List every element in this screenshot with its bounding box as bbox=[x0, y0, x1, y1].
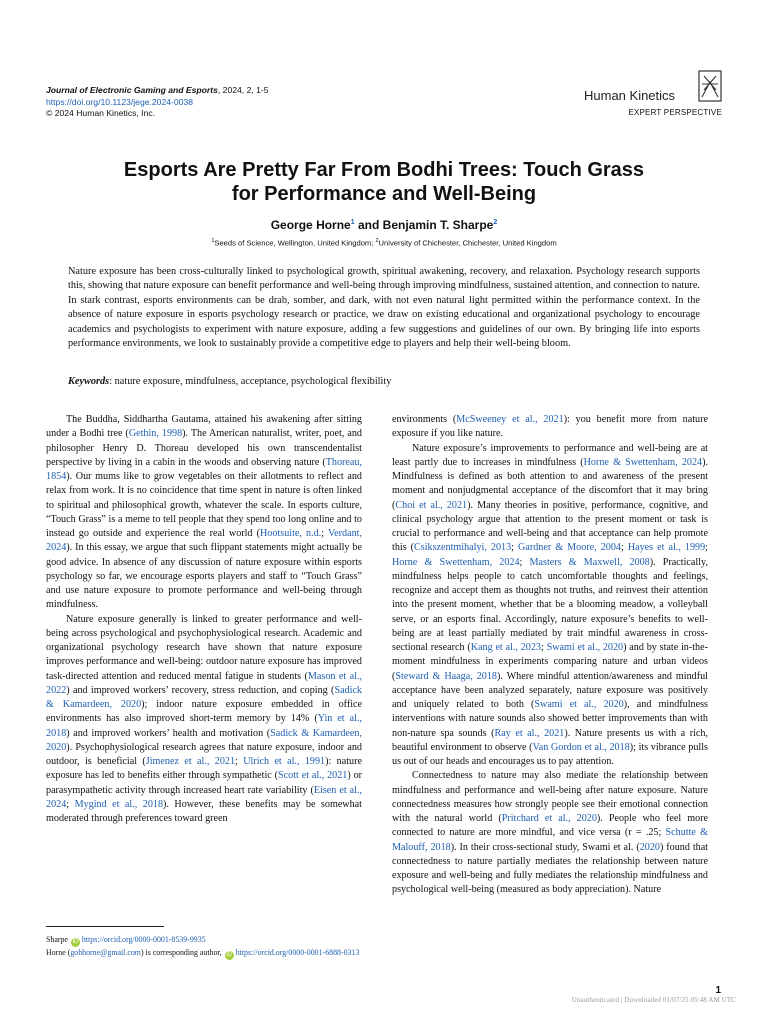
citation-link[interactable]: Mygind et al., 2018 bbox=[74, 798, 164, 810]
citation-link[interactable]: Thoreau, 1854 bbox=[46, 456, 362, 482]
publisher-block bbox=[562, 70, 722, 120]
affiliation-text: Seeds of Science, Wellington, United Kingdom; bbox=[214, 238, 376, 248]
affiliation-marker[interactable]: 1 bbox=[350, 219, 355, 226]
title-line: for Performance and Well-Being bbox=[231, 183, 537, 205]
citation-link[interactable]: Jimenez et al., 2021 bbox=[145, 756, 236, 767]
footnote-author: Sharpe bbox=[46, 935, 68, 944]
journal-header bbox=[46, 85, 269, 120]
affiliation-number: 2 bbox=[375, 238, 379, 244]
keywords-label: Keywords bbox=[68, 376, 110, 387]
citation-link[interactable]: Gardner & Moore, 2004 bbox=[518, 542, 621, 554]
affiliation-text: University of Chichester, Chichester, United Kingdom bbox=[378, 238, 557, 248]
journal-name: Journal of Electronic Gaming and Esports bbox=[46, 85, 218, 95]
citation-link[interactable]: Hootsuite, n.d. bbox=[260, 528, 322, 539]
article-type: EXPERT PERSPECTIVE bbox=[628, 108, 722, 117]
body-paragraph: Connectedness to nature may also mediate the relationship between mindfulness and performance and well-being after nature exposure. Nature connectedness measures how strongly people see their emotional connection with the natural world (Pritchard et al., 2020). People who feel more connected to nature are more mindful, and vice versa (r = .25; Schutte & Malouff, 2018). In their cross-sectional study, Swami et al. (2020) found that connectedness to nature partially mediates the relationship between nature exposure and well-being and fully mediates the relationship mindfulness and psychological well-being (measured as body appreciation). Nature bbox=[392, 770, 708, 896]
article-title bbox=[60, 158, 708, 206]
citation-link[interactable]: Hayes et al., 1999 bbox=[627, 542, 706, 554]
citation-link[interactable]: Pritchard et al., 2020 bbox=[501, 813, 597, 824]
orcid-link[interactable]: https://orcid.org/0000-0001-8539-9935 bbox=[81, 935, 206, 944]
citation-link[interactable]: Gethin, 1998 bbox=[128, 428, 183, 440]
footnote bbox=[46, 934, 378, 960]
footnote-divider bbox=[46, 926, 164, 927]
citation-link[interactable]: Ray et al., 2021 bbox=[494, 727, 565, 739]
citation-link[interactable]: Kang et al., 2023 bbox=[470, 642, 541, 653]
citation-link[interactable]: Sadick & Kamardeen, 2020 bbox=[46, 684, 362, 710]
citation-link[interactable]: Scott et al., 2021 bbox=[278, 770, 348, 782]
abstract: Nature exposure has been cross-culturally linked to psychological growth, spiritual awakening, recovery, and relaxation. Psychology research supports this, showing that nature exposure can benefit performance and well-being through improving mindfulness, sustained attention, and connection to nature. In stark contrast, esports environments can be drab, somber, and dark, with not even natural light permitted within the performance context. In the absence of nature exposure in esports psychology research or practice, we draw on existing educational and organizational psychology to encourage academics and psychologists to experiment with nature exposure, adding a few suggestions and guidelines of our own. By bringing life into esports performance environments, we look to sustainably provide a competitive edge to players and help their well-being bloom. bbox=[68, 266, 700, 350]
orcid-icon: iD bbox=[72, 939, 79, 945]
citation-link[interactable]: Horne & Swettenham, 2024 bbox=[392, 556, 520, 568]
publisher-name: Human Kinetics bbox=[584, 88, 676, 103]
citation-link[interactable]: Swami et al., 2020 bbox=[534, 699, 624, 710]
human-kinetics-logo-icon bbox=[698, 70, 722, 102]
title-line: Esports Are Pretty Far From Bodhi Trees: Touch Grass bbox=[123, 159, 645, 181]
citation-link[interactable]: Mason et al., 2022 bbox=[46, 670, 362, 696]
orcid-link[interactable]: https://orcid.org/0000-0001-6888-0313 bbox=[235, 948, 360, 957]
citation-link[interactable]: Van Gordon et al., 2018 bbox=[532, 741, 630, 753]
affiliations bbox=[60, 238, 708, 248]
author-name: George Horne bbox=[270, 218, 351, 232]
footnote-text: Horne ( bbox=[46, 948, 71, 957]
citation-link[interactable]: Yin et al., 2018 bbox=[46, 713, 362, 739]
citation-link[interactable]: 2020 bbox=[639, 841, 660, 853]
citation-link[interactable]: Eisen et al., 2024 bbox=[46, 784, 362, 810]
citation-link[interactable]: Csikszentmihalyi, 2013 bbox=[414, 542, 512, 554]
copyright: © 2024 Human Kinetics, Inc. bbox=[46, 108, 156, 118]
citation-link[interactable]: Swami et al., 2020 bbox=[546, 642, 624, 653]
doi-link[interactable]: https://doi.org/10.1123/jege.2024-0038 bbox=[46, 96, 194, 107]
download-stamp: Unauthenticated | Downloaded 01/07/25 05:48 AM UTC bbox=[571, 996, 736, 1004]
author-name: Benjamin T. Sharpe bbox=[382, 218, 494, 232]
body-paragraph: Nature exposure’s improvements to performance and well-being are at least partly due to increases in mindfulness (Horne & Swettenham, 2024). Mindfulness is defined as both attention to and awareness of the present moment and nonjudgmental acceptance of the discomfort that it may bring (Choi et al., 2021). Many theories in positive, performance, cognitive, and clinical psychology argue that attention to the present moment or task is crucial to performance and well-being and that acceptance can help promote this (Csikszentmihalyi, 2013; Gardner & Moore, 2004; Hayes et al., 1999; Horne & Swettenham, 2024; Masters & Maxwell, 2008). Practically, mindfulness helps people to catch uncomfortable thoughts and feelings, recognize and accept them as thoughts not truths, and reinvest their attention into the present moment, whether that be a blooming meadow, a volleyball serve, or an esports final. Accordingly, nature exposure’s benefits to well-being are at least partially mediated by trait mindful awareness in cross-sectional research (Kang et al., 2023; Swami et al., 2020) and by state in-the-moment mindfulness in experiments comparing nature and urban videos (Steward & Haaga, 2018). Where mindful attention/awareness and mindful acceptance have been analyzed separately, nature exposure was positively and uniquely related to both (Swami et al., 2020), and mindfulness interventions with nature sounds also showed better improvements than with non-nature spa sounds (Ray et al., 2021). Nature presents us with a rich, beautiful environment to observe (Van Gordon et al., 2018); its vibrance pulls us out of our heads and encourages us to pay attention. bbox=[392, 442, 708, 767]
citation-link[interactable]: Schutte & Malouff, 2018 bbox=[392, 827, 708, 853]
citation-link[interactable]: Steward & Haaga, 2018 bbox=[395, 670, 497, 682]
left-column bbox=[46, 413, 362, 826]
right-column bbox=[392, 413, 708, 898]
author-separator: and bbox=[354, 218, 383, 232]
citation-link[interactable]: Ulrich et al., 1991 bbox=[243, 756, 326, 767]
citation-link[interactable]: Masters & Maxwell, 2008 bbox=[529, 556, 650, 568]
citation-link[interactable]: Verdant, 2024 bbox=[46, 528, 362, 554]
affiliation-marker[interactable]: 2 bbox=[493, 219, 498, 226]
email-link[interactable]: gohhorne@gmail.com bbox=[70, 948, 141, 957]
page-number: 1 bbox=[715, 985, 721, 996]
citation-link[interactable]: Sadick & Kamardeen, 2020 bbox=[46, 727, 362, 753]
citation-link[interactable]: McSweeney et al., 2021 bbox=[456, 414, 564, 425]
body-paragraph: environments (McSweeney et al., 2021): you benefit more from nature exposure if you like nature. bbox=[392, 414, 708, 440]
journal-citation: , 2024, 2, 1-5 bbox=[217, 85, 269, 95]
citation-link[interactable]: Choi et al., 2021 bbox=[395, 499, 468, 511]
keywords bbox=[68, 376, 700, 387]
body-paragraph: Nature exposure generally is linked to greater performance and well-being across psychological and psychophysiological research. Academic and organizational psychology research have shown that nature exposure improves performance and well-being: outdoor nature exposure has improved task-directed attention and reduced mental fatigue in students (Mason et al., 2022) and improved workers’ recovery, stress reduction, and coping (Sadick & Kamardeen, 2020); indoor nature exposure embedded in office environments has also improved short-term memory by 14% (Yin et al., 2018) and improved workers’ health and motivation (Sadick & Kamardeen, 2020). Psychophysiological research agrees that nature exposure, indoor and outdoor, is beneficial (Jimenez et al., 2021; Ulrich et al., 1991): nature exposure has led to benefits either through sympathetic (Scott et al., 2021) or parasympathetic activity through increased heart rate variability (Eisen et al., 2024; Mygind et al., 2018). However, these benefits may be somewhat moderated through preferences toward green bbox=[46, 613, 363, 824]
authors bbox=[60, 218, 708, 232]
body-paragraph: The Buddha, Siddhartha Gautama, attained his awakening after sitting under a Bodhi tree (Gethin, 1998). The American naturalist, writer, poet, and philosopher Henry D. Thoreau developed his own transcendentalist perspective by living in a cabin in the woods and observing nature (Thoreau, 1854). Our mums like to grow vegetables on their allotments to reflect and relax from work. It is no coincidence that time spent in nature is often linked to spiritual and philosophical growth, whatever the scale. In esports culture, “Touch Grass” is a meme to tell people that they spend too long online and to instead go outside and experience the real world (Hootsuite, n.d.; Verdant, 2024). In this essay, we argue that such flippant statements might actually be good advice. In absence of any discussion of nature exposure within esports psychology so far, we encourage esports players and staff to “Touch Grass” and use nature exposure to promote performance and well-being through mindfulness. bbox=[46, 414, 362, 611]
affiliation-number: 1 bbox=[211, 238, 215, 244]
citation-link[interactable]: Horne & Swettenham, 2024 bbox=[583, 456, 703, 468]
footnote-text: ) is corresponding author, bbox=[140, 948, 222, 957]
orcid-icon: iD bbox=[226, 952, 233, 958]
keywords-text: : nature exposure, mindfulness, acceptance, psychological flexibility bbox=[109, 376, 392, 387]
